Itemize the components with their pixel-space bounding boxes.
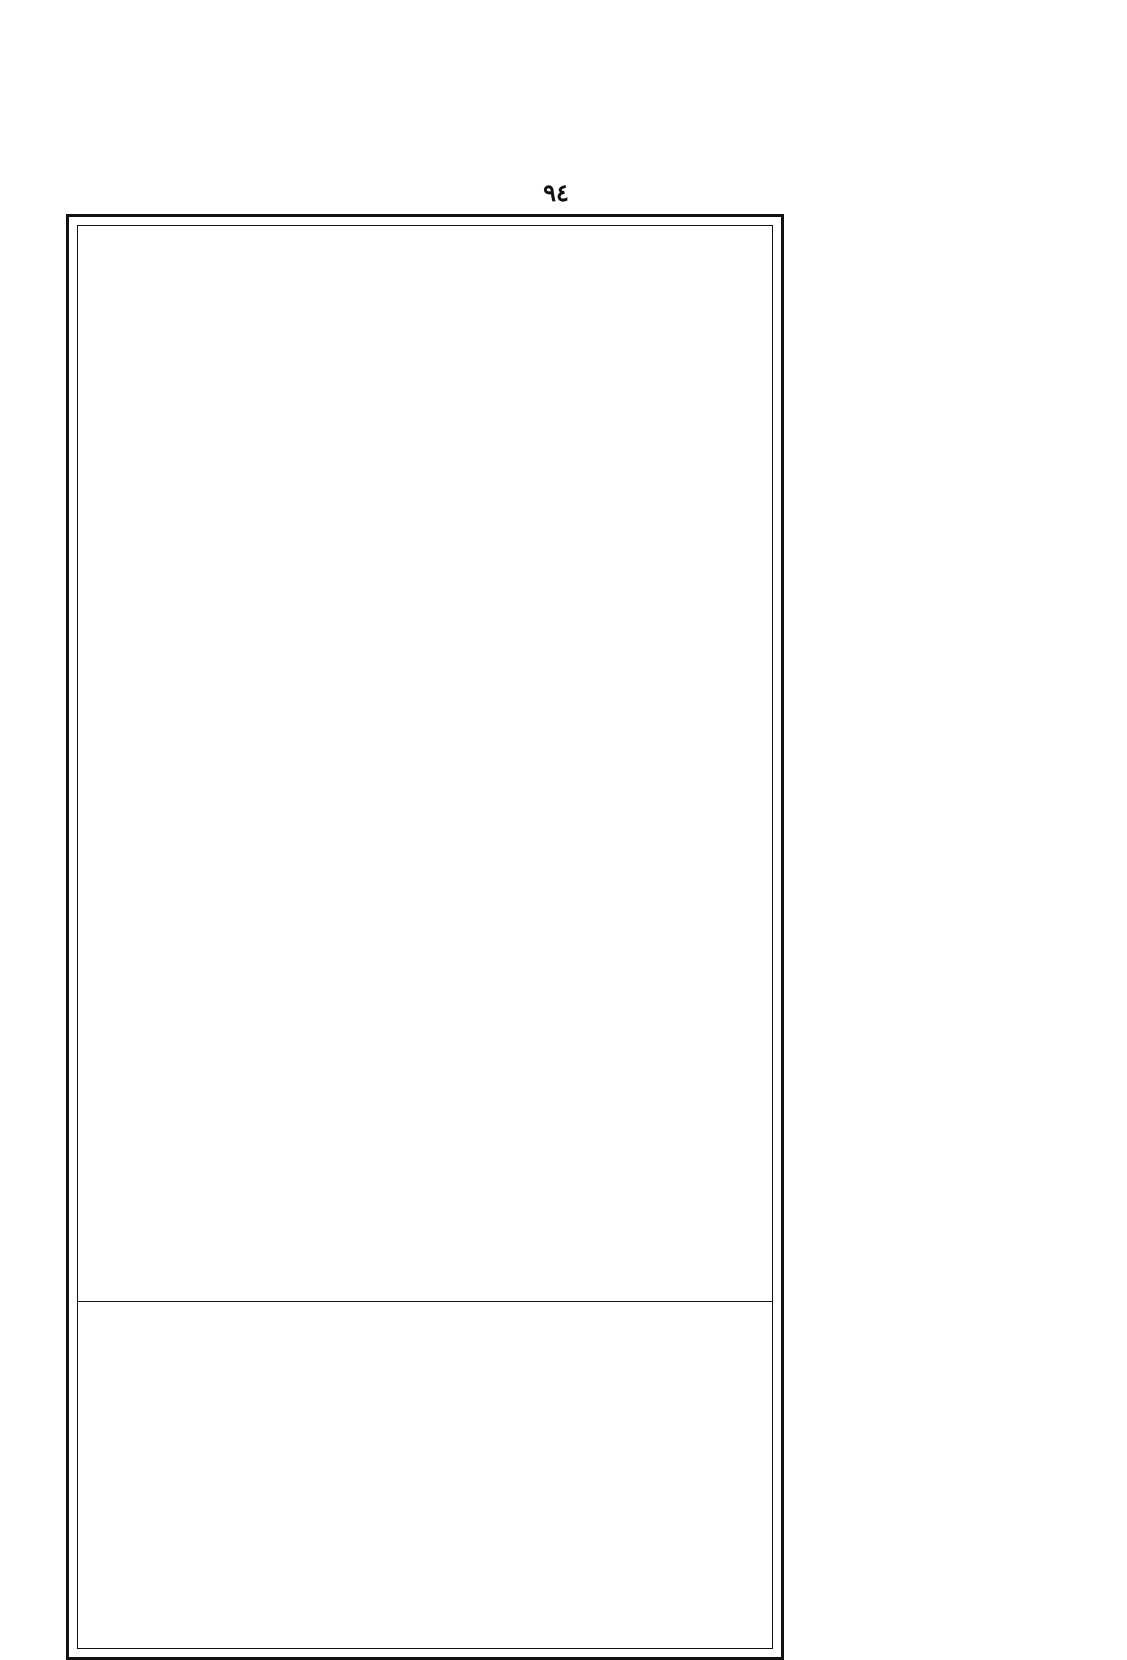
bottom-margin-text (78, 1394, 1043, 1554)
running-header (78, 58, 1043, 94)
footnotes (86, 1306, 766, 1386)
footnote-divider (78, 1301, 772, 1302)
page-number: ٩٤ (543, 178, 569, 207)
main-commentary-text (86, 226, 766, 1296)
